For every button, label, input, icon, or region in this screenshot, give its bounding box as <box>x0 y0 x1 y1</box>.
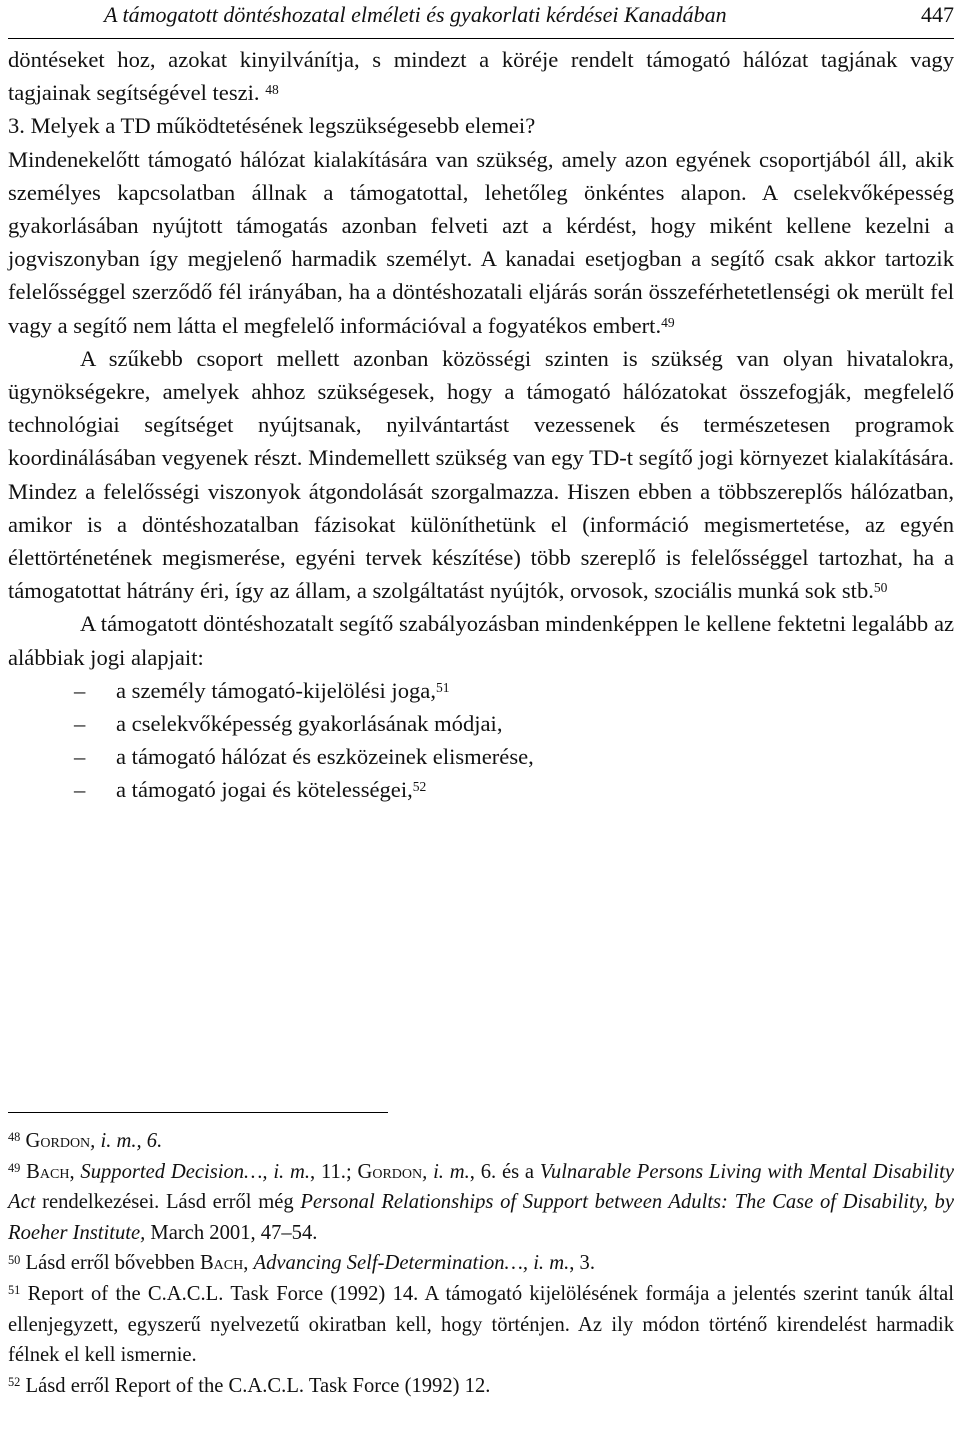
body-text <box>8 43 954 807</box>
section-heading: 3. Melyek a TD működtetésének legszükségesebb elemei? <box>8 113 536 139</box>
footnote-ref[interactable]: 48 <box>265 82 279 98</box>
footnote-ref[interactable]: 51 <box>435 679 450 695</box>
paragraph: A támogatott döntéshozatalt segítő szabályozásban mindenképpen le kellene fektetni legalább az alábbiak jogi alapjait: <box>8 611 954 670</box>
footnote: $^{48}$ Gordon, i. m., 6. <box>8 1130 163 1152</box>
dash-list <box>8 674 954 807</box>
footnote: $^{52}$ Lásd erről Report of the C.A.C.L. Task Force (1992) 12. <box>8 1374 491 1397</box>
dash-bullet: – <box>74 711 86 737</box>
footnote: $^{51}$ Report of the C.A.C.L. Task Force (1992) 14. A támogató kijelölésének formája a jelentés szerint tanúk által ellenjegyzett, egyszerű nyelvezetű okiratban kell, hogy történjen. Az ily módon történő kirendelést harmadik félnek el kell ismernie. <box>8 1282 954 1367</box>
footnote-ref[interactable]: 49 <box>661 314 675 330</box>
paragraph: döntéseket hoz, azokat kinyilvánítja, s mindezt a köréje rendelt támogató hálózat tagjának vagy tagjainak segítségével teszi. $^{48}$ <box>8 47 954 106</box>
running-title: A támogatott döntéshozatal elméleti és gyakorlati kérdései Kanadában <box>104 2 727 27</box>
list-item: – a cselekvőképesség gyakorlásának módjai, <box>8 707 954 740</box>
footnotes <box>8 1126 954 1401</box>
footnote: $^{49}$ Bach, Supported Decision…, i. m., 11.; Gordon, i. m., 6. és a Vulnarable Persons Living with Mental Disability Act rendelkezései. Lásd erről még Personal Relationships of Support between Adults: The Case of Disability, by Roeher Institute, March 2001, 47–54. <box>8 1160 954 1244</box>
dash-bullet: – <box>74 677 86 703</box>
list-item: – a támogató jogai és kötelességei,$^{52}$ <box>8 773 954 806</box>
dash-bullet: – <box>74 777 86 803</box>
running-header <box>8 0 954 39</box>
footnote-separator <box>8 1112 388 1113</box>
paragraph: Mindenekelőtt támogató hálózat kialakítására van szükség, amely azon egyének csoportjából áll, akik személyes kapcsolatban állnak a támogatottal, lehetőleg önkéntes alapon. A cselekvőképesség gyakorlásában nyújtott támogatás azonban felveti azt a kérdést, hogy miként kellene kezelni a jogviszonyban így megjelenő harmadik személyt. A kanadai esetjogban a segítő csak akkor tartozik felelősséggel szerződő fél irányában, ha a döntéshozatali eljárás során összeférhetetlenségi ok merült fel vagy a segítő nem látta el megfelelő információval a fogyatékos embert.$^{49}$ <box>8 146 954 338</box>
footnote: $^{50}$ Lásd erről bővebben Bach, Advancing Self-Determination…, i. m., 3. <box>8 1252 595 1275</box>
dash-bullet: – <box>74 744 86 770</box>
footnote-ref[interactable]: 52 <box>412 779 427 795</box>
paragraph: A szűkebb csoport mellett azonban közösségi szinten is szükség van olyan hivatalokra, ügynökségekre, amelyek ahhoz szükségesek, hogy a támogató hálózatokat összefogják, megfelelő technológiai segítséget nyújtsanak, nyilvántartást vezessenek és természetesen programok koordinálásában vegyenek részt. Mindemellett szükség van egy TD-t segítő jogi környezet kialakítására. Mindez a felelősségi viszonyok átgondolását szorgalmazza. Hiszen ebben a többszereplős hálózatban, amikor is a döntéshozatalban fázisokat különíthetünk el (információ megismertetése, az egyén élettörténetének megismerése, egyéni tervek készítése) több szereplő is felelősséggel tartozhat, ha a támogatottat hátrány éri, így az állam, a szolgáltatást nyújtók, orvosok, szociális munká sok stb.$^{50}$ <box>8 345 954 604</box>
list-item: – a személy támogató-kijelölési joga,$^{51}$ <box>8 674 954 707</box>
footnote-ref[interactable]: 50 <box>873 580 888 596</box>
list-item: – a támogató hálózat és eszközeinek elismerése, <box>8 740 954 773</box>
page-number: 447 <box>921 2 954 27</box>
